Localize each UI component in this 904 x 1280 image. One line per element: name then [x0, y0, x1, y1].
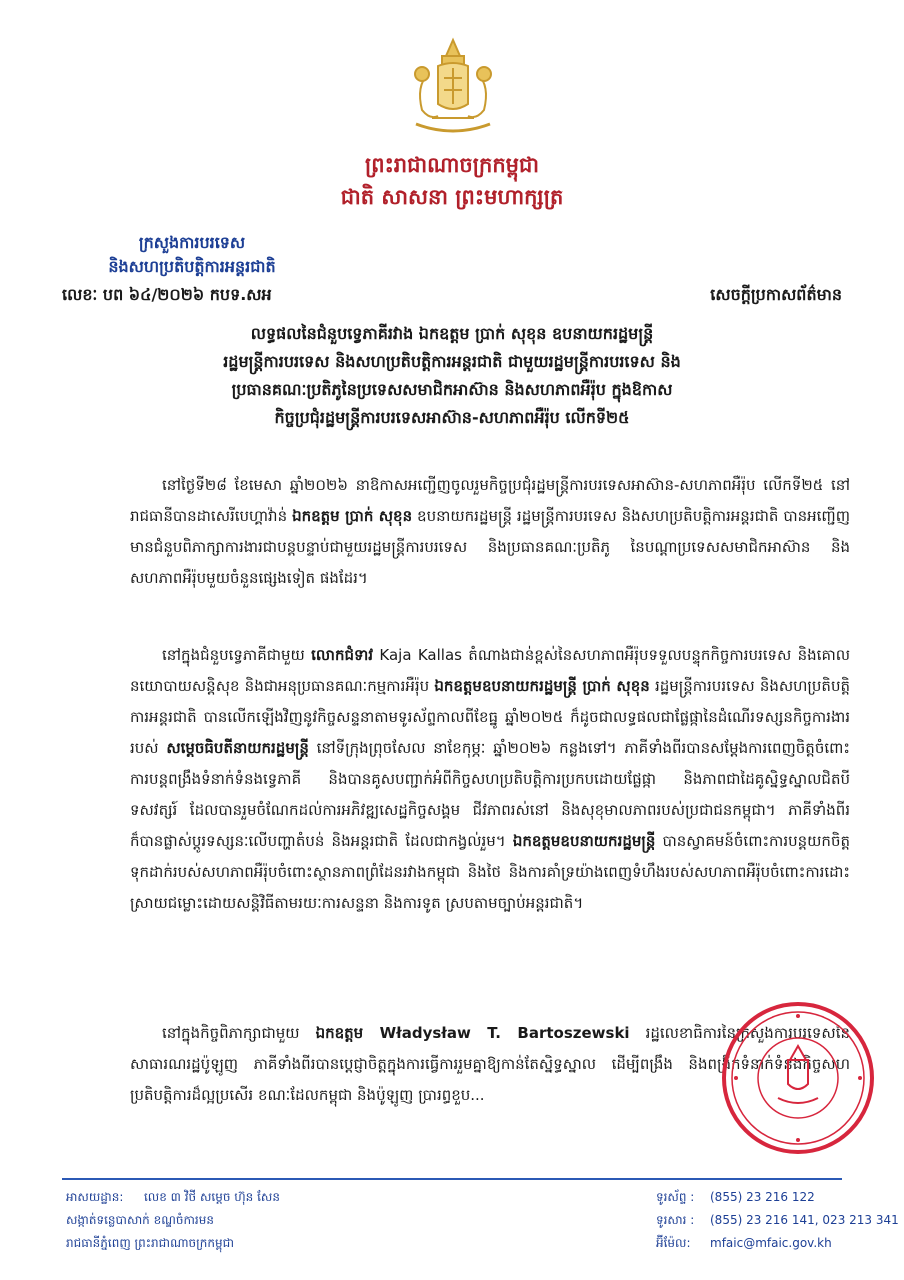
body-paragraph-2 [130, 640, 850, 919]
title-line: លទ្ធផលនៃជំនួបទ្វេភាគីរវាង ឯកឧត្តម ប្រាក់ សុខុន ឧបនាយករដ្ឋមន្ត្រី [250, 324, 654, 343]
footer-address [66, 1186, 280, 1255]
text-run: Kaja Kallas តំណាងជាន់ខ្ពស់នៃសហភាពអឺរ៉ុបទទួលបន្ទុកកិច្ចការបរទេស និងគោលនយោបាយសន្តិសុខ និងជាអនុប្រធានគណៈកម្មការអឺរ៉ុប [130, 646, 851, 695]
ministry-name-line2: និងសហប្រតិបត្តិការអន្តរជាតិ [108, 257, 276, 276]
bold-name: ឯកឧត្តមឧបនាយករដ្ឋមន្ត្រី ប្រាក់ សុខុន [434, 677, 650, 695]
address-line: លេខ ៣ វិថី សម្តេច ហ៊ុន សែន [144, 1190, 280, 1204]
bold-name: សម្តេចធិបតីនាយករដ្ឋមន្ត្រី [166, 739, 309, 757]
bold-name: ឯកឧត្តមឧបនាយករដ្ឋមន្ត្រី [512, 832, 656, 850]
press-release-title [96, 320, 808, 432]
address-line: រាជធានីភ្នំពេញ ព្រះរាជាណាចក្រកម្ពុជា [66, 1236, 234, 1250]
text-run: រដ្ឋមន្ត្រីការបរទេស និងសហប្រតិបត្តិការអន្តរជាតិ បានលើកឡើងវិញនូវកិច្ចសន្ទនាតាមទូរស័ព្ទកាលពីខែធ្នូ ឆ្នាំ២០២៥ ក៏ដូចជាលទ្ធផលជាផ្លែផ្កានៃដំណើរទស្សនកិច្ចការងាររបស់ [130, 677, 850, 757]
footer-contacts [656, 1186, 899, 1255]
email-label: អ៊ីម៉ែល: [656, 1236, 691, 1250]
body-paragraph-1 [130, 470, 850, 594]
text-run: នៅក្នុងកិច្ចពិភាក្សាជាមួយ [162, 1024, 316, 1042]
title-line: ប្រធានគណៈប្រតិភូនៃប្រទេសសមាជិកអាស៊ាន និងសហភាពអឺរ៉ុប ក្នុងឱកាស [231, 380, 673, 399]
text-run: នៅក្នុងជំនួបទ្វេភាគីជាមួយ [162, 646, 312, 664]
kingdom-name: ព្រះរាជាណាចក្រកម្ពុជា [364, 153, 539, 177]
title-line: រដ្ឋមន្ត្រីការបរទេស និងសហប្រតិបត្តិការអន្តរជាតិ ជាមួយរដ្ឋមន្ត្រីការបរទេស និង [223, 352, 681, 371]
fax-number: (855) 23 216 141, 023 213 341 [710, 1213, 899, 1227]
text-run: នៅទីក្រុងព្រុចសែល នាខែកុម្ភៈ ឆ្នាំ២០២៦ កន្លងទៅ។ ភាគីទាំងពីរបានសម្តែងការពេញចិត្តចំពោះការបន្តពង្រឹងទំនាក់ទំនងទ្វេភាគី និងបានគូសបញ្ជាក់អំពីកិច្ចសហប្រតិបត្តិការប្រកបដោយផ្លែផ្កា និងភាពជាដៃគូស្និទ្ធស្នាលជិតបីទសវត្សរ៍ ដែលបានរួមចំណែកដល់ការអភិវឌ្ឍសេដ្ឋកិច្ចសង្គម ជីវភាពរស់នៅ និងសុខុមាលភាពរបស់ប្រជាជនកម្ពុជា។ ភាគីទាំងពីរក៏បានផ្លាស់ប្តូរទស្សនៈលើបញ្ហាតំបន់ និងអន្តរជាតិ ដែលជាកង្វល់រួម។ [130, 739, 850, 850]
text-run: នៅថ្ងៃទី២៨ ខែមេសា ឆ្នាំ២០២៦ នាឱកាសអញ្ជើញចូលរួមកិច្ចប្រជុំរដ្ឋមន្ត្រីការបរទេសអាស៊ាន-សហភាពអឺរ៉ុប លើកទី២៥ នៅរាជធានីបានដាសេរីបេហ្គាវ៉ាន់ [130, 476, 850, 525]
address-label: អាសយដ្ឋាន: [66, 1190, 124, 1204]
fax-label: ទូរសារ : [656, 1213, 695, 1227]
text-run: រដ្ឋលេខាធិការនៃក្រសួងការបរទេសនៃសាធារណរដ្ឋប៉ូឡូញ ភាគីទាំងពីរបានប្តេជ្ញាចិត្តក្នុងការធ្វើការរួមគ្នាឱ្យកាន់តែស្និទ្ធស្នាល ដើម្បីពង្រឹង និងពង្រីកទំនាក់ទំនងកិច្ចសហប្រតិបត្តិការដ៏ល្អប្រសើរ ខណៈដែលកម្ពុជា និងប៉ូឡូញ ប្រារព្ធខួប... [130, 1024, 850, 1104]
reference-number: លេខៈ បព ៦៤/២០២៦ កបទ.សអ [62, 285, 272, 304]
email-address[interactable]: mfaic@mfaic.gov.kh [710, 1236, 832, 1250]
text-run: បានស្វាគមន៍ចំពោះការបន្តយកចិត្តទុកដាក់របស់សហភាពអឺរ៉ុបចំពោះស្ថានភាពព្រំដែនរវាងកម្ពុជា និងថៃ និងការគាំទ្រយ៉ាងពេញទំហឹងរបស់សហភាពអឺរ៉ុបចំពោះការដោះស្រាយជម្លោះដោយសន្តិវិធីតាមរយៈការសន្ទនា និងការទូត ស្របតាមច្បាប់អន្តរជាតិ។ [130, 832, 850, 912]
national-motto: ជាតិ សាសនា ព្រះមហាក្សត្រ [340, 185, 564, 209]
royal-emblem-icon [398, 34, 508, 144]
document-type: សេចក្តីប្រកាសព័ត៌មាន [710, 285, 842, 304]
ministry-name-line1: ក្រសួងការបរទេស [138, 233, 246, 252]
official-seal-icon [718, 998, 878, 1158]
phone-label: ទូរស័ព្ទ : [656, 1190, 695, 1204]
text-run: ឧបនាយករដ្ឋមន្ត្រី រដ្ឋមន្ត្រីការបរទេស និងសហប្រតិបត្តិការអន្តរជាតិ បានអញ្ជើញមានជំនួបពិភាក្សាការងារជាបន្តបន្ទាប់ជាមួយរដ្ឋមន្ត្រីការបរទេស និងប្រធានគណៈប្រតិភូ នៃបណ្តាប្រទេសសមាជិកអាស៊ាន និងសហភាពអឺរ៉ុបមួយចំនួនផ្សេងទៀត ផងដែរ។ [130, 507, 850, 587]
bold-name: ឯកឧត្តម ប្រាក់ សុខុន [292, 507, 413, 525]
phone-number: (855) 23 216 122 [710, 1190, 815, 1204]
title-line: កិច្ចប្រជុំរដ្ឋមន្ត្រីការបរទេសអាស៊ាន-សហភាពអឺរ៉ុប លើកទី២៥ [274, 408, 630, 427]
address-line: សង្កាត់ទន្លេបាសាក់ ខណ្ឌចំការមន [66, 1213, 214, 1227]
footer-divider [62, 1178, 842, 1180]
bold-name: ឯកឧត្តម Władysław T. Bartoszewski [315, 1024, 630, 1042]
bold-name: លោកជំទាវ [311, 646, 374, 664]
